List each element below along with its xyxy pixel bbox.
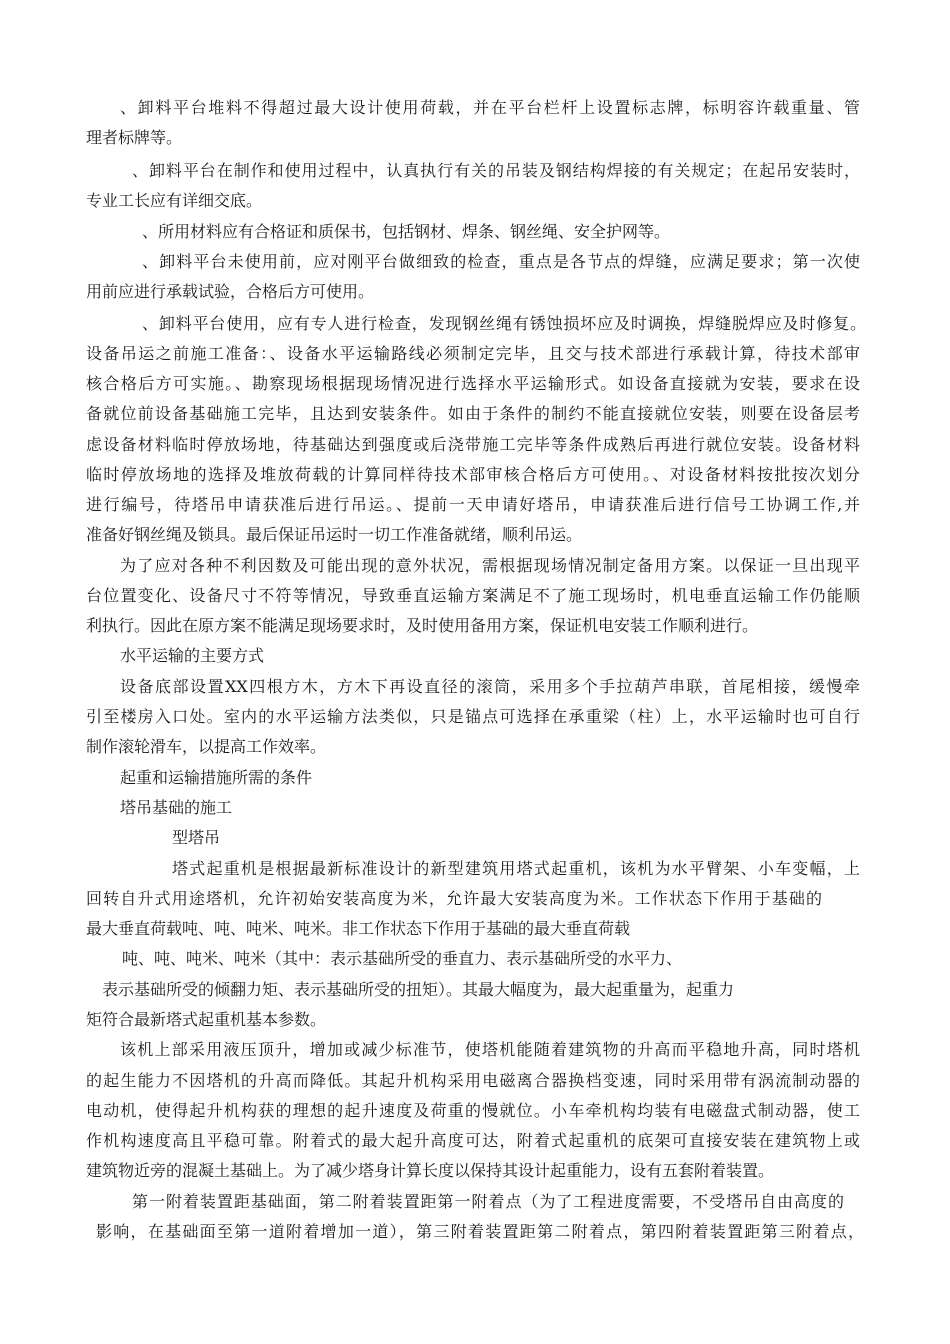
text-line: 电动机，使得起升机构获的理想的起升速度及荷重的慢就位。小车牵机构均装有电磁盘式制动器，使工 bbox=[86, 1101, 860, 1120]
section-heading: 型塔吊 bbox=[172, 828, 221, 847]
section-heading: 水平运输的主要方式 bbox=[120, 646, 265, 665]
text-line: 第一附着装置距基础面，第二附着装置距第一附着点（为了工程进度需要，不受塔吊自由高度的 bbox=[132, 1192, 844, 1211]
text-line: 影响，在基础面至第一道附着增加一道），第三附着装置距第二附着点，第四附着装置距第三附着点， bbox=[96, 1222, 864, 1241]
text-line: 理者标牌等。 bbox=[86, 128, 183, 147]
text-line: 准备好钢丝绳及锁具。最后保证吊运时一切工作准备就绪，顺利吊运。 bbox=[86, 525, 583, 544]
text-line: 设备底部设置XX四根方木，方木下再设直径的滚筒，采用多个手拉葫芦串联，首尾相接，缓慢牵 bbox=[120, 677, 860, 696]
section-heading: 塔吊基础的施工 bbox=[120, 798, 233, 817]
text-line: 核合格后方可实施。、勘察现场根据现场情况进行选择水平运输形式。如设备直接就为安装，要求在设 bbox=[86, 374, 860, 393]
text-line: 、卸料平台堆料不得超过最大设计使用荷载，并在平台栏杆上设置标志牌，标明容许载重量、管 bbox=[120, 98, 860, 117]
text-line: 该机上部采用液压顶升，增加或减少标准节，使塔机能随着建筑物的升高而平稳地升高，同时塔机 bbox=[120, 1040, 860, 1059]
text-line: 建筑物近旁的混凝土基础上。为了减少塔身计算长度以保持其设计起重能力，设有五套附着装置。 bbox=[86, 1161, 775, 1180]
text-line: 、卸料平台未使用前，应对刚平台做细致的检查，重点是各节点的焊缝，应满足要求；第一次使 bbox=[142, 252, 860, 271]
text-line: 回转自升式用途塔机，允许初始安装高度为米，允许最大安装高度为米。工作状态下作用于基础的 bbox=[86, 889, 822, 908]
text-line: 设备吊运之前施工准备：、设备水平运输路线必须制定完毕，且交与技术部进行承载计算，待技术部审 bbox=[86, 344, 860, 363]
text-line: 表示基础所受的倾翻力矩、表示基础所受的扭矩）。其最大幅度为，最大起重量为，起重力 bbox=[102, 980, 735, 999]
text-line: 制作滚轮滑车，以提高工作效率。 bbox=[86, 737, 327, 756]
text-line: 专业工长应有详细交底。 bbox=[86, 191, 263, 210]
text-line: 作机构速度高且平稳可靠。附着式的最大起升高度可达，附着式起重机的底架可直接安装在建筑物上或 bbox=[86, 1131, 860, 1150]
text-line: 、卸料平台使用，应有专人进行检查，发现钢丝绳有锈蚀损坏应及时调换，焊缝脱焊应及时修复。 bbox=[142, 314, 866, 333]
text-line: 、所用材料应有合格证和质保书，包括钢材、焊条、钢丝绳、安全护网等。 bbox=[142, 222, 671, 241]
text-line: 吨、吨、吨米、吨米（其中：表示基础所受的垂直力、表示基础所受的水平力、 bbox=[122, 949, 683, 968]
text-line: 利执行。因此在原方案不能满足现场要求时，及时使用备用方案，保证机电安装工作顺利进行。 bbox=[86, 616, 759, 635]
text-line: 、卸料平台在制作和使用过程中，认真执行有关的吊装及钢结构焊接的有关规定；在起吊安装时， bbox=[132, 161, 860, 180]
text-line: 备就位前设备基础施工完毕，且达到安装条件。如由于条件的制约不能直接就位安装，则要在设备层考 bbox=[86, 404, 860, 423]
section-heading: 起重和运输措施所需的条件 bbox=[120, 768, 313, 787]
text-line: 临时停放场地的选择及堆放荷载的计算同样待技术部审核合格后方可使用。、对设备材料按批按次划分 bbox=[86, 465, 860, 484]
text-line: 引至楼房入口处。室内的水平运输方法类似，只是锚点可选择在承重梁（柱）上，水平运输时也可自行 bbox=[86, 707, 860, 726]
text-line: 进行编号，待塔吊申请获准后进行吊运。、提前一天申请好塔吊，申请获准后进行信号工协调工作,并 bbox=[86, 495, 860, 514]
text-line: 的起生能力不因塔机的升高而降低。其起升机构采用电磁离合器换档变速，同时采用带有涡流制动器的 bbox=[86, 1071, 860, 1090]
text-line: 最大垂直荷载吨、吨、吨米、吨米。非工作状态下作用于基础的最大垂直荷载 bbox=[86, 919, 631, 938]
text-line: 用前应进行承载试验，合格后方可使用。 bbox=[86, 282, 375, 301]
text-line: 塔式起重机是根据最新标准设计的新型建筑用塔式起重机，该机为水平臂架、小车变幅，上 bbox=[172, 859, 860, 878]
text-line: 虑设备材料临时停放场地，待基础达到强度或后浇带施工完毕等条件成熟后再进行就位安装。设备材料 bbox=[86, 435, 860, 454]
text-line: 矩符合最新塔式起重机基本参数。 bbox=[86, 1010, 327, 1029]
text-line: 台位置变化、设备尺寸不符等情况，导致垂直运输方案满足不了施工现场时，机电垂直运输工作仍能顺 bbox=[86, 586, 860, 605]
text-line: 为了应对各种不利因数及可能出现的意外状况，需根据现场情况制定备用方案。以保证一旦出现平 bbox=[120, 556, 860, 575]
